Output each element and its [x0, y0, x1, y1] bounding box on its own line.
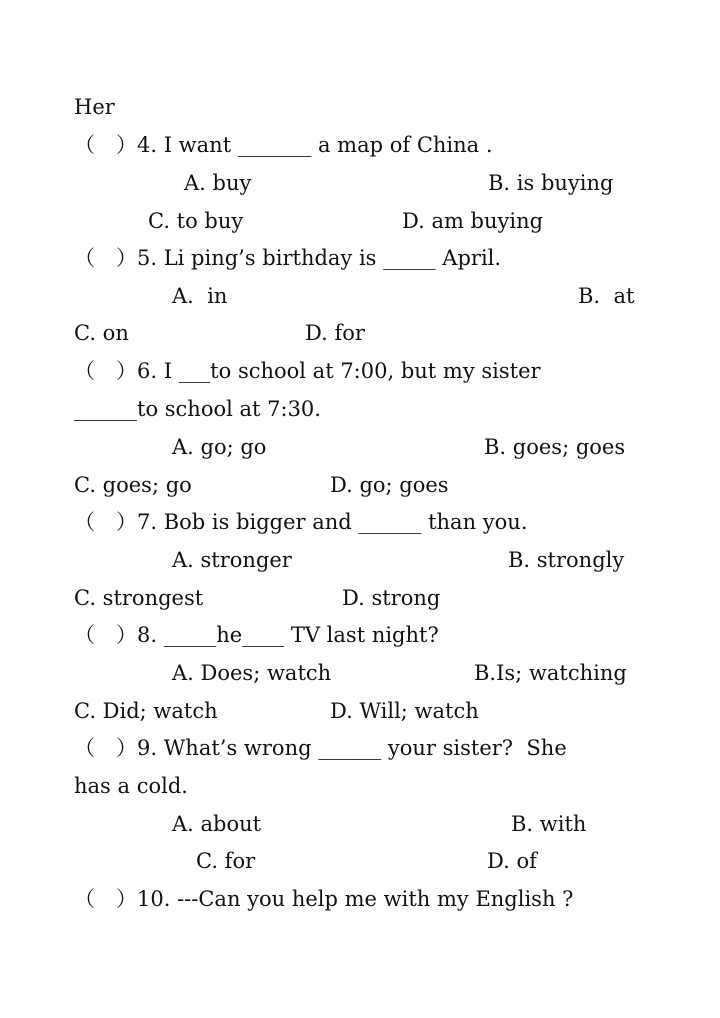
q9-option-c: C. for [196, 849, 256, 873]
q9-option-d: D. of [487, 849, 537, 873]
q5-option-d: D. for [305, 321, 365, 345]
q6-option-c: C. goes; go [74, 473, 192, 497]
line-her: Her [74, 95, 115, 119]
question-8: （ ）8. _____he____ TV last night? [74, 623, 439, 647]
q7-option-b: B. strongly [508, 548, 625, 572]
q8-option-b: B.Is; watching [474, 661, 627, 685]
q4-option-b: B. is buying [488, 171, 614, 195]
q4-option-c: C. to buy [148, 209, 244, 233]
q7-option-d: D. strong [342, 586, 441, 610]
q5-option-a: A. in [172, 284, 228, 308]
q5-option-c: C. on [74, 321, 129, 345]
q7-option-c: C. strongest [74, 586, 204, 610]
q8-option-a: A. Does; watch [172, 661, 332, 685]
question-4: （ ）4. I want _______ a map of China . [74, 133, 493, 157]
q8-option-c: C. Did; watch [74, 699, 218, 723]
q4-option-a: A. buy [184, 171, 252, 195]
q6-option-a: A. go; go [172, 435, 267, 459]
q5-option-b: B. at [578, 284, 635, 308]
q9-option-b: B. with [511, 812, 587, 836]
question-9-continued: has a cold. [74, 774, 188, 798]
q6-option-d: D. go; goes [330, 473, 449, 497]
q6-option-b: B. goes; goes [484, 435, 626, 459]
question-10: （ ）10. ---Can you help me with my English ? [74, 887, 574, 911]
question-9: （ ）9. What’s wrong ______ your sister? She [74, 736, 567, 760]
question-6-continued: ______to school at 7:30. [74, 397, 321, 421]
q7-option-a: A. stronger [172, 548, 292, 572]
question-6: （ ）6. I ___to school at 7:00, but my sister [74, 359, 541, 383]
q9-option-a: A. about [172, 812, 262, 836]
question-5: （ ）5. Li ping’s birthday is _____ April. [74, 246, 502, 270]
q8-option-d: D. Will; watch [330, 699, 479, 723]
q4-option-d: D. am buying [402, 209, 544, 233]
question-7: （ ）7. Bob is bigger and ______ than you. [74, 510, 528, 534]
